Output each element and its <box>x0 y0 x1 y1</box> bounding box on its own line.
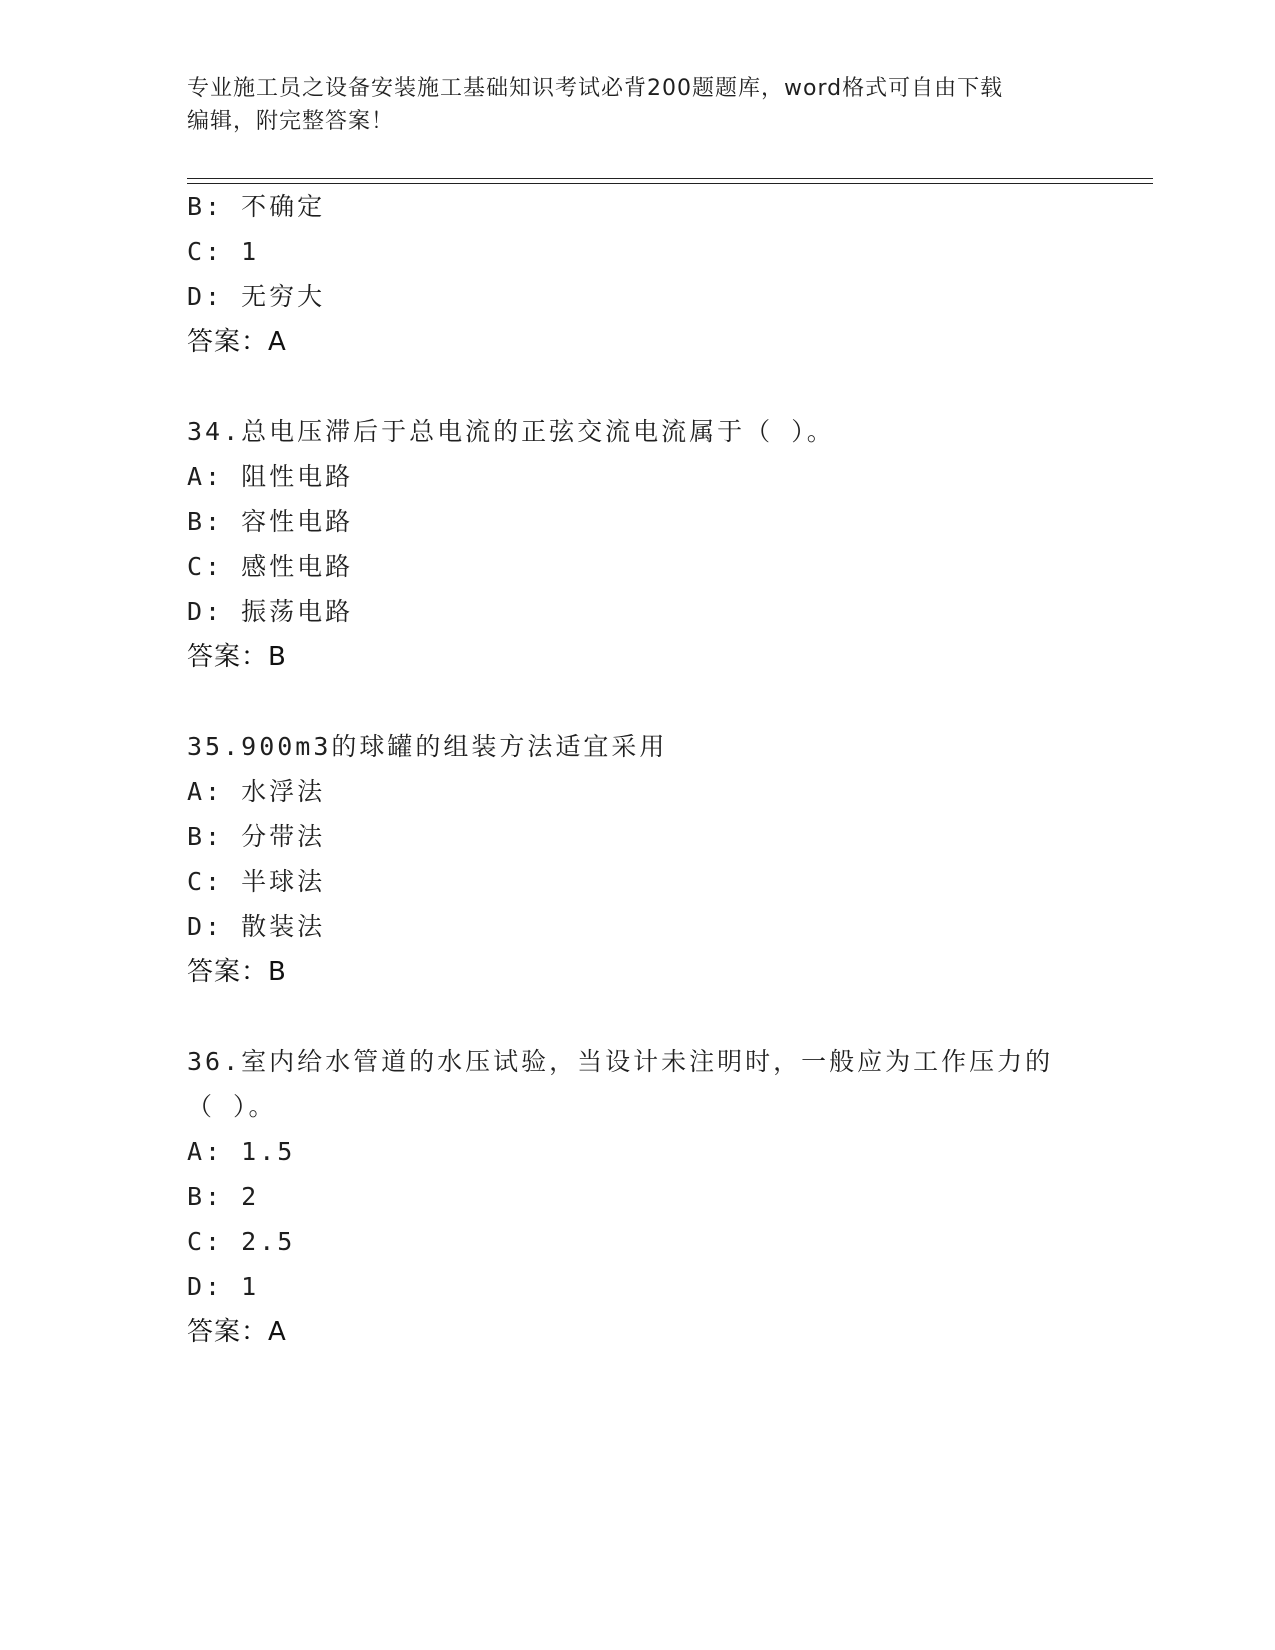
q34-option-b: B: 容性电路 <box>187 507 354 536</box>
q36-question-line-1: 36.室内给水管道的水压试验，当设计未注明时，一般应为工作压力的 <box>187 1047 1054 1076</box>
header-divider-top <box>187 178 1153 179</box>
q36-answer <box>187 1316 287 1348</box>
q34-answer <box>187 641 287 673</box>
q35-option-c: C: 半球法 <box>187 867 326 896</box>
q34-option-d: D: 振荡电路 <box>187 597 354 626</box>
q35-option-d: D: 散装法 <box>187 912 326 941</box>
q34-option-a: A: 阻性电路 <box>187 462 354 491</box>
q33-answer-value: A <box>268 327 287 357</box>
q36-option-b: B: 2 <box>187 1182 260 1211</box>
header-line-2: 编辑，附完整答案！ <box>187 109 395 134</box>
q35-question: 35.900m3的球罐的组装方法适宜采用 <box>187 732 668 761</box>
q34-question: 34.总电压滞后于总电流的正弦交流电流属于（ ）。 <box>187 417 835 446</box>
q34-answer-label: 答案： <box>187 642 269 672</box>
q33-option-b: B: 不确定 <box>187 192 326 221</box>
q33-answer-label: 答案： <box>187 327 269 357</box>
q34-option-c: C: 感性电路 <box>187 552 354 581</box>
q33-answer <box>187 326 287 358</box>
header-divider-bottom <box>187 183 1153 184</box>
header-line-1: 专业施工员之设备安装施工基础知识考试必背200题题库，word格式可自由下载 <box>187 76 1004 101</box>
q35-answer-value: B <box>268 957 287 987</box>
q36-option-c: C: 2.5 <box>187 1227 296 1256</box>
q36-option-a: A: 1.5 <box>187 1137 296 1166</box>
q33-option-d: D: 无穷大 <box>187 282 326 311</box>
q36-answer-label: 答案： <box>187 1317 269 1347</box>
q35-option-b: B: 分带法 <box>187 822 326 851</box>
q36-question-line-2: （ ）。 <box>187 1092 277 1121</box>
q33-option-c: C: 1 <box>187 237 260 266</box>
q35-answer <box>187 956 287 988</box>
q36-answer-value: A <box>268 1317 287 1347</box>
q34-answer-value: B <box>268 642 287 672</box>
q35-option-a: A: 水浮法 <box>187 777 326 806</box>
q36-option-d: D: 1 <box>187 1272 260 1301</box>
q35-answer-label: 答案： <box>187 957 269 987</box>
document-header <box>187 72 1087 138</box>
